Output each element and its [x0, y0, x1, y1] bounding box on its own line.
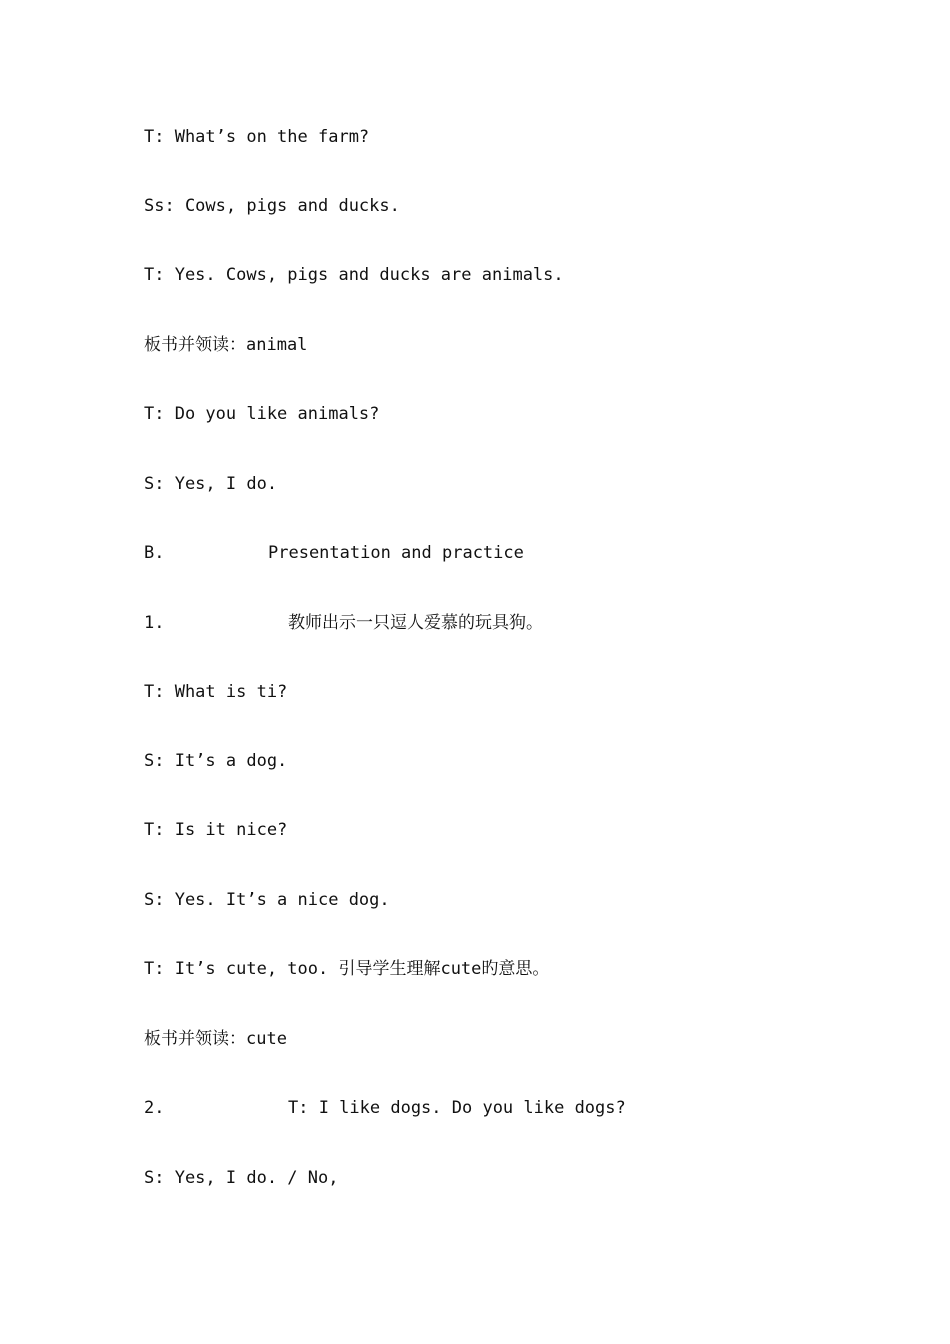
item-marker: 1. [144, 613, 165, 633]
dialogue-line: S: Yes. It’s a nice dog. [144, 890, 390, 910]
dialogue-line: T: Yes. Cows, pigs and ducks are animals. [144, 265, 564, 285]
dialogue-line: S: Yes, I do. / No, [144, 1168, 339, 1188]
dialogue-line: S: It’s a dog. [144, 751, 288, 771]
dialogue-line: T: Do you like animals? [144, 404, 380, 424]
board-note-line: 板书并领读：animal [144, 335, 308, 355]
dialogue-line: T: What’s on the farm? [144, 127, 370, 147]
dialogue-line: T: Is it nice? [144, 820, 288, 840]
dialogue-line: S: Yes, I do. [144, 474, 278, 494]
board-note-line: 板书并领读：cute [144, 1029, 287, 1049]
section-title: Presentation and practice [268, 543, 524, 563]
section-marker: B. [144, 543, 165, 563]
dialogue-line: T: It’s cute, too. 引导学生理解cute旳意思。 [144, 959, 550, 979]
dialogue-line: T: What is ti? [144, 682, 288, 702]
dialogue-line: Ss: Cows, pigs and ducks. [144, 196, 400, 216]
item-text: T: I like dogs. Do you like dogs? [288, 1098, 626, 1118]
item-marker: 2. [144, 1098, 165, 1118]
item-text: 教师出示一只逗人爱慕的玩具狗。 [288, 613, 543, 633]
